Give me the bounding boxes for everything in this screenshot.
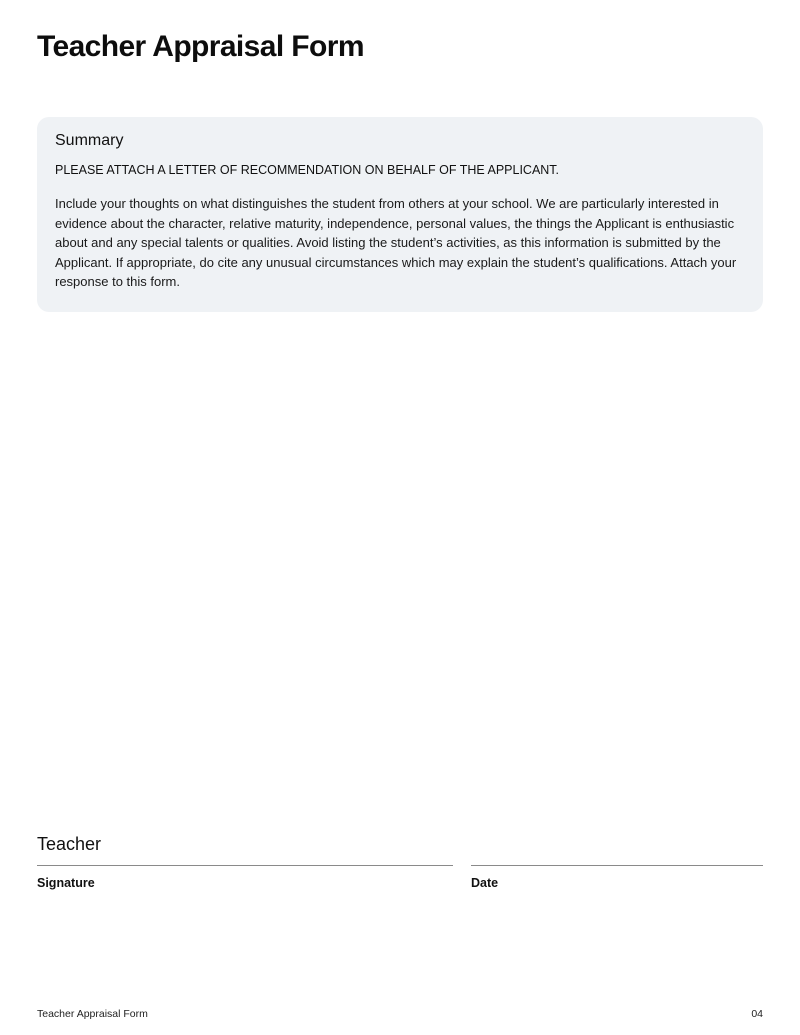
signature-field[interactable] — [37, 865, 453, 891]
page-title: Teacher Appraisal Form — [37, 30, 364, 63]
footer-document-title: Teacher Appraisal Form — [37, 1008, 148, 1020]
signature-label: Signature — [37, 876, 95, 890]
date-line[interactable] — [471, 865, 763, 866]
date-field[interactable] — [471, 865, 763, 891]
footer-page-number: 04 — [751, 1008, 763, 1020]
summary-heading: Summary — [55, 132, 124, 149]
summary-body-text: Include your thoughts on what distinguishes the student from others at your school. We are particularly interested in evidence about the character, relative maturity, independence, personal values, the things the Applicant is enthusiastic about and any special talents or qualities. Avoid listing the student’s activities, as this information is submitted by the Applicant. If appropriate, do cite any unusual circumstances which may explain the student’s qualifications. Attach your response to this form. — [55, 196, 737, 290]
summary-panel — [37, 117, 763, 312]
summary-instruction: PLEASE ATTACH A LETTER OF RECOMMENDATION ON BEHALF OF THE APPLICANT. — [55, 163, 560, 177]
date-label: Date — [471, 876, 499, 890]
teacher-section-label: Teacher — [37, 834, 102, 854]
signature-line[interactable] — [37, 865, 453, 866]
